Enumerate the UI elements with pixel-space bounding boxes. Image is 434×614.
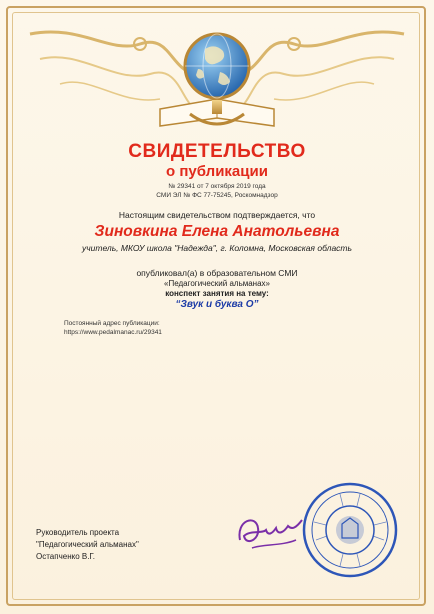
certificate-number: № 29341 от 7 октября 2019 года	[168, 183, 266, 190]
published-text: опубликовал(а) в образовательном СМИ	[136, 268, 298, 278]
certificate-title: СВИДЕТЕЛЬСТВО	[128, 141, 306, 162]
material-kind: конспект занятия на тему:	[165, 289, 269, 298]
person-name: Зиновкина Елена Анатольевна	[94, 223, 340, 240]
address-label: Постоянный адрес публикации:	[64, 320, 160, 327]
person-job: учитель, МКОУ школа "Надежда", г. Коломна, Московская область	[82, 243, 352, 253]
footer-head-name: Остапченко В.Г.	[36, 552, 96, 561]
globe-book-emblem-icon	[20, 14, 414, 144]
certificate-subtitle: о публикации	[166, 163, 268, 180]
footer-role: Руководитель проекта	[36, 528, 120, 537]
registration-line: СМИ ЭЛ № ФС 77-75245, Роскомнадзор	[156, 192, 278, 199]
confirm-text: Настоящим свидетельством подтверждается, что	[118, 210, 316, 220]
media-name: «Педагогический альманах»	[164, 279, 270, 288]
publication-topic: “Звук и буква О”	[175, 299, 259, 310]
round-stamp-icon	[300, 480, 400, 580]
address-url[interactable]: https://www.pedalmanac.ru/29341	[64, 329, 162, 336]
footer-project: "Педагогический альманах"	[36, 540, 139, 549]
